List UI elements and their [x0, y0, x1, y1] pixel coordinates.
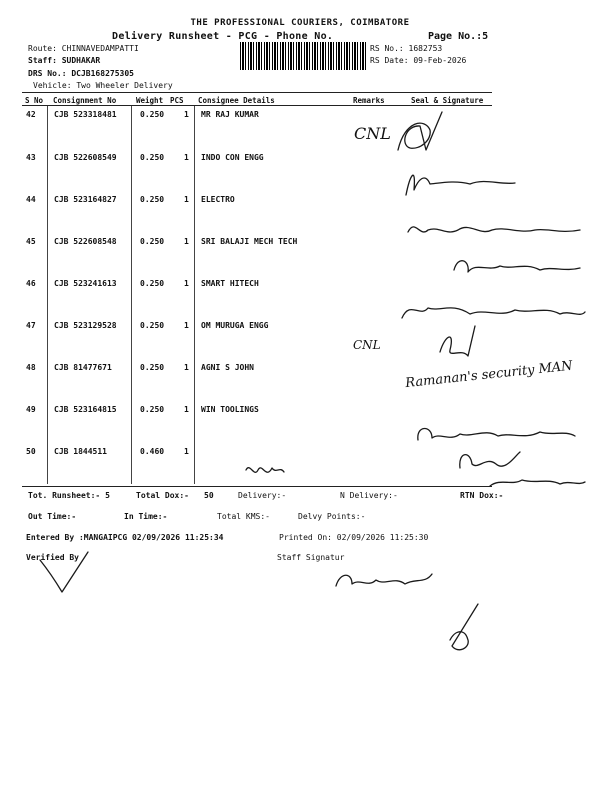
row-consignee: INDO CON ENGG — [201, 153, 264, 162]
signature-scribble — [450, 604, 478, 650]
handwritten-remark: CNL — [353, 338, 381, 352]
row-consignee: OM MURUGA ENGG — [201, 321, 269, 330]
handwritten-remark: CNL — [354, 124, 391, 143]
row-pcs: 1 — [184, 279, 189, 288]
row-weight: 0.250 — [140, 237, 165, 246]
col-pcs: PCS — [170, 96, 184, 105]
signature-scribble — [398, 112, 442, 150]
row-consignment: CJB 1844511 — [54, 447, 107, 456]
signature-scribble — [440, 326, 475, 356]
handwritten-remark: Ramanan's security MAN — [404, 358, 574, 392]
row-weight: 0.460 — [140, 447, 165, 456]
total-dox-value: 50 — [204, 491, 214, 500]
signature-scribble — [336, 574, 432, 586]
row-sno: 46 — [26, 279, 36, 288]
signature-scribble — [454, 261, 580, 272]
vehicle: Vehicle: Two Wheeler Delivery — [33, 81, 173, 90]
drs-number: DRS No.: DCJB168275305 — [28, 69, 134, 78]
row-consignment: CJB 81477671 — [54, 363, 112, 372]
row-consignment: CJB 523318481 — [54, 110, 117, 119]
total-kms: Total KMS:- — [217, 512, 270, 521]
row-pcs: 1 — [184, 153, 189, 162]
row-weight: 0.250 — [140, 195, 165, 204]
signature-scribble — [418, 428, 575, 440]
signature-scribble — [408, 227, 580, 232]
rtn-dox: RTN Dox:- — [460, 491, 504, 500]
signature-scribble — [406, 175, 515, 195]
row-weight: 0.250 — [140, 279, 165, 288]
col-weight: Weight — [136, 96, 164, 105]
row-pcs: 1 — [184, 195, 189, 204]
row-sno: 47 — [26, 321, 36, 330]
row-pcs: 1 — [184, 110, 189, 119]
printed-on: Printed On: 02/09/2026 11:25:30 — [279, 533, 429, 542]
total-runsheet: Tot. Runsheet:- 5 — [28, 491, 110, 500]
row-consignee: AGNI S JOHN — [201, 363, 254, 372]
row-sno: 50 — [26, 447, 36, 456]
entered-by: Entered By :MANGAIPCG 02/09/2026 11:25:34 — [26, 533, 224, 542]
delivery-points: Delvy Points:- — [298, 512, 366, 521]
row-pcs: 1 — [184, 363, 189, 372]
col-sno: S No — [25, 96, 44, 105]
row-weight: 0.250 — [140, 110, 165, 119]
col-seal: Seal & Signature — [411, 96, 484, 105]
out-time: Out Time:- — [28, 512, 77, 521]
row-consignment: CJB 522608549 — [54, 153, 117, 162]
row-weight: 0.250 — [140, 363, 165, 372]
row-sno: 49 — [26, 405, 36, 414]
staff: Staff: SUDHAKAR — [28, 56, 101, 65]
staff-signature: Staff Signatur — [277, 553, 345, 562]
row-consignment: CJB 523241613 — [54, 279, 117, 288]
row-consignee: ELECTRO — [201, 195, 235, 204]
row-consignee: SRI BALAJI MECH TECH — [201, 237, 298, 246]
col-consignee: Consignee Details — [198, 96, 275, 105]
signature-scribble — [246, 468, 284, 473]
non-delivery-count: N Delivery:- — [340, 491, 398, 500]
row-sno: 45 — [26, 237, 36, 246]
row-consignee: WIN TOOLINGS — [201, 405, 259, 414]
row-consignment: CJB 523164827 — [54, 195, 117, 204]
row-weight: 0.250 — [140, 153, 165, 162]
row-pcs: 1 — [184, 237, 189, 246]
row-sno: 48 — [26, 363, 36, 372]
signature-scribble — [402, 308, 585, 318]
runsheet-title: Delivery Runsheet - PCG - Phone No. — [112, 31, 334, 42]
col-consignment: Consignment No — [53, 96, 117, 105]
total-dox-label: Total Dox:- — [136, 491, 189, 500]
row-consignment: CJB 523164815 — [54, 405, 117, 414]
row-weight: 0.250 — [140, 405, 165, 414]
row-sno: 43 — [26, 153, 36, 162]
page-number: Page No.:5 — [428, 31, 489, 42]
route: Route: CHINNAVEDAMPATTI — [28, 44, 139, 53]
row-pcs: 1 — [184, 447, 189, 456]
company-name: THE PROFESSIONAL COURIERS, COIMBATORE — [190, 18, 410, 28]
row-consignee: SMART HITECH — [201, 279, 259, 288]
in-time: In Time:- — [124, 512, 168, 521]
row-consignee: MR RAJ KUMAR — [201, 110, 259, 119]
signature-scribble — [460, 452, 520, 468]
row-pcs: 1 — [184, 405, 189, 414]
delivery-count: Delivery:- — [238, 491, 287, 500]
row-consignment: CJB 522608548 — [54, 237, 117, 246]
row-pcs: 1 — [184, 321, 189, 330]
row-consignment: CJB 523129528 — [54, 321, 117, 330]
row-weight: 0.250 — [140, 321, 165, 330]
col-remarks: Remarks — [353, 96, 385, 105]
rs-number: RS No.: 1682753 — [370, 44, 443, 53]
verified-by: Verified By — [26, 553, 79, 562]
row-sno: 44 — [26, 195, 36, 204]
rs-date: RS Date: 09-Feb-2026 — [370, 56, 467, 65]
row-sno: 42 — [26, 110, 36, 119]
signature-scribble — [490, 480, 585, 486]
